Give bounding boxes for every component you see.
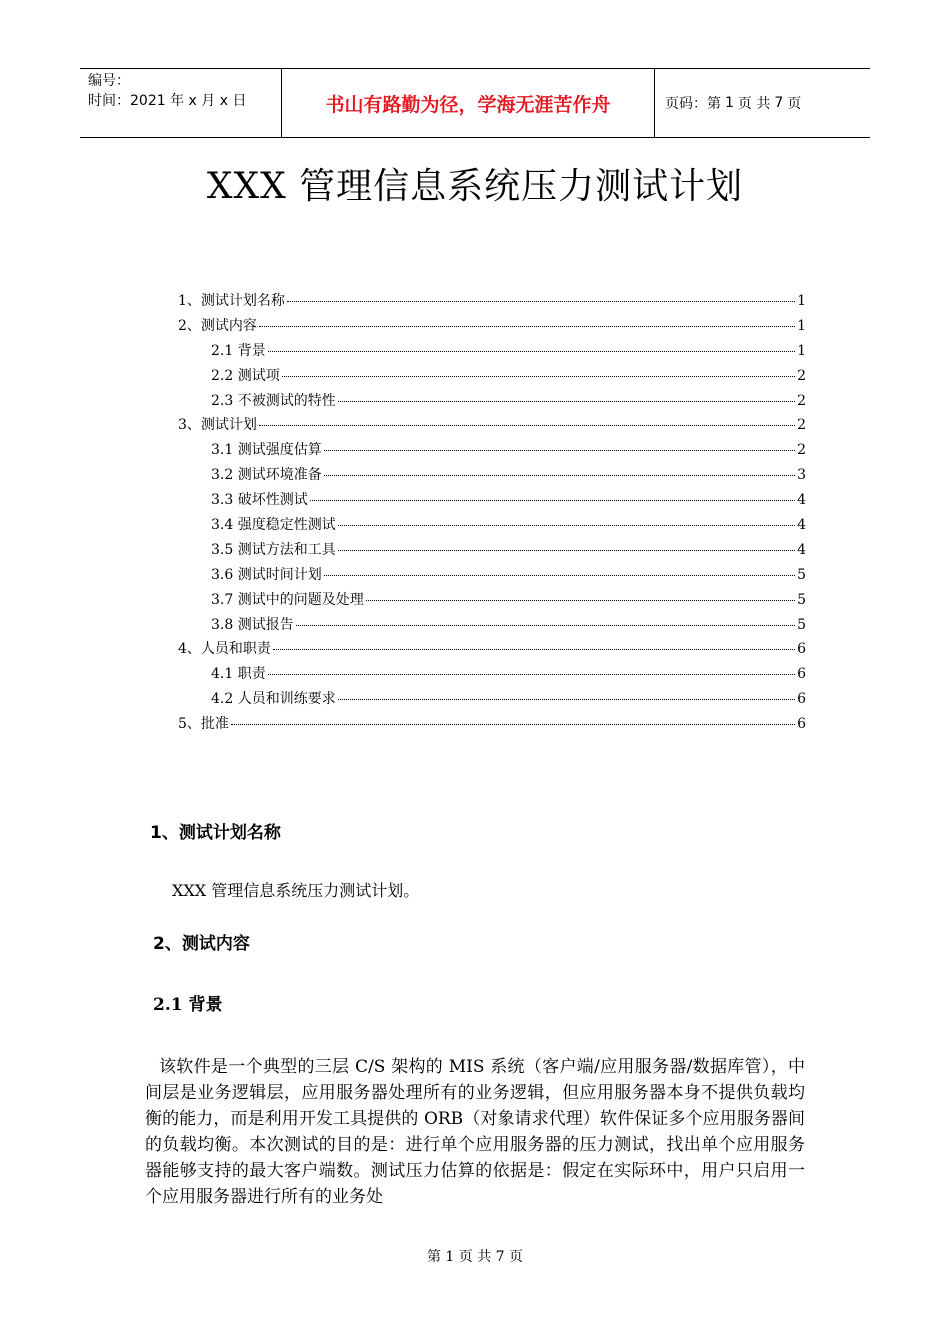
page-total: 7 xyxy=(774,95,784,111)
toc-entry-page: 1 xyxy=(797,342,806,359)
toc-leader-dots xyxy=(273,649,795,650)
section-2-1-text: 该软件是一个典型的三层 C/S 架构的 MIS 系统（客户端/应用服务器/数据库管），中间层是业务逻辑层，应用服务器处理所有的业务逻辑，但应用服务器本身不提供负载均衡的能力，而是利用开发工具提供的 ORB（对象请求代理）软件保证多个应用服务器间的负载均衡。本次测试的目的是：进行单个应用服务器的压力测试，找出单个应用服务器能够支持的最大客户端数。测试压力估算的依据是：假定在实际环中，用户只启用一个应用服务器进行所有的业务处 xyxy=(145,1057,805,1207)
toc-entry-page: 4 xyxy=(797,541,806,558)
toc-entry[interactable] xyxy=(178,539,806,564)
toc-entry[interactable] xyxy=(178,564,806,589)
toc-entry-page: 3 xyxy=(797,467,806,484)
toc-entry-label: 3.7 测试中的问题及处理 xyxy=(211,591,364,608)
toc-leader-dots xyxy=(259,425,795,426)
toc-entry-label: 2.3 不被测试的特性 xyxy=(211,392,336,409)
number-label: 编号： xyxy=(88,73,130,89)
toc-leader-dots xyxy=(268,674,795,675)
toc-entry-label: 4.1 职责 xyxy=(211,666,266,683)
header-motto: 书山有路勤为径，学海无涯苦作舟 xyxy=(281,69,655,137)
toc-entry-page: 6 xyxy=(797,716,806,733)
section-2-heading: 2、测试内容 xyxy=(153,934,250,954)
toc-entry-label: 1、测试计划名称 xyxy=(178,293,285,309)
toc-leader-dots xyxy=(282,376,795,377)
toc-leader-dots xyxy=(324,575,795,576)
header-left-cell xyxy=(80,69,281,137)
toc-entry-page: 4 xyxy=(797,492,806,509)
section-1-heading: 1、测试计划名称 xyxy=(150,823,281,843)
toc-entry[interactable] xyxy=(178,290,806,315)
page-mid: 页 共 xyxy=(737,96,771,112)
toc-entry[interactable] xyxy=(178,688,806,713)
toc-leader-dots xyxy=(268,351,795,352)
toc-leader-dots xyxy=(338,401,795,402)
toc-entry-page: 1 xyxy=(797,317,806,334)
toc-entry-page: 6 xyxy=(797,666,806,683)
toc-entry-label: 4、人员和职责 xyxy=(178,641,271,658)
page-header xyxy=(80,68,870,138)
table-of-contents xyxy=(178,290,806,738)
toc-entry-page: 4 xyxy=(797,517,806,534)
section-2-1-heading: 2.1 背景 xyxy=(153,995,223,1015)
toc-leader-dots xyxy=(338,699,795,700)
page-current: 1 xyxy=(725,95,734,111)
toc-entry[interactable] xyxy=(178,464,806,489)
toc-entry[interactable] xyxy=(178,713,806,738)
toc-leader-dots xyxy=(338,525,795,526)
toc-entry-label: 3.3 破坏性测试 xyxy=(211,492,308,509)
toc-entry-label: 5、批准 xyxy=(178,716,229,733)
toc-entry-label: 4.2 人员和训练要求 xyxy=(211,691,336,708)
toc-leader-dots xyxy=(310,500,795,501)
toc-entry-page: 5 xyxy=(797,566,806,583)
toc-leader-dots xyxy=(366,600,795,601)
toc-entry-page: 5 xyxy=(797,616,806,633)
section-1-text: XXX 管理信息系统压力测试计划。 xyxy=(172,881,420,900)
toc-entry[interactable] xyxy=(178,414,806,439)
toc-entry[interactable] xyxy=(178,514,806,539)
toc-entry-page: 2 xyxy=(797,367,806,384)
toc-leader-dots xyxy=(231,724,795,725)
toc-entry-page: 6 xyxy=(797,691,806,708)
toc-entry[interactable] xyxy=(178,315,806,340)
toc-entry[interactable] xyxy=(178,340,806,365)
toc-entry[interactable] xyxy=(178,390,806,415)
toc-entry-label: 3.1 测试强度估算 xyxy=(211,442,322,459)
toc-entry-page: 5 xyxy=(797,591,806,608)
toc-entry-page: 6 xyxy=(797,641,806,658)
toc-entry-label: 3、测试计划 xyxy=(178,417,257,434)
toc-entry[interactable] xyxy=(178,614,806,639)
toc-entry[interactable] xyxy=(178,439,806,464)
toc-entry-label: 3.5 测试方法和工具 xyxy=(211,541,336,558)
page-label: 页码：第 xyxy=(665,96,721,112)
toc-entry-label: 3.2 测试环境准备 xyxy=(211,467,322,484)
header-page-info xyxy=(655,69,870,137)
toc-entry[interactable] xyxy=(178,589,806,614)
toc-entry[interactable] xyxy=(178,489,806,514)
toc-entry-page: 2 xyxy=(797,417,806,434)
toc-entry-label: 3.8 测试报告 xyxy=(211,616,294,633)
toc-entry-page: 2 xyxy=(797,442,806,459)
time-label: 时间：2021 年 x 月 x 日 xyxy=(88,93,247,109)
toc-entry-label: 3.6 测试时间计划 xyxy=(211,566,322,583)
toc-leader-dots xyxy=(324,450,795,451)
toc-leader-dots xyxy=(338,550,795,551)
toc-entry-label: 2、测试内容 xyxy=(178,317,257,334)
toc-entry-label: 3.4 强度稳定性测试 xyxy=(211,517,336,534)
toc-entry-label: 2.2 测试项 xyxy=(211,367,280,384)
toc-entry[interactable] xyxy=(178,365,806,390)
page-end: 页 xyxy=(787,96,802,112)
toc-leader-dots xyxy=(324,475,795,476)
page-footer: 第 1 页 共 7 页 xyxy=(426,1249,524,1265)
toc-entry[interactable] xyxy=(178,663,806,688)
toc-entry-page: 2 xyxy=(797,392,806,409)
toc-entry-label: 2.1 背景 xyxy=(211,342,266,359)
toc-leader-dots xyxy=(287,301,795,302)
toc-leader-dots xyxy=(259,326,795,327)
toc-leader-dots xyxy=(296,625,795,626)
toc-entry[interactable] xyxy=(178,638,806,663)
toc-entry-page: 1 xyxy=(797,293,806,309)
document-title: XXX 管理信息系统压力测试计划 xyxy=(206,166,744,207)
